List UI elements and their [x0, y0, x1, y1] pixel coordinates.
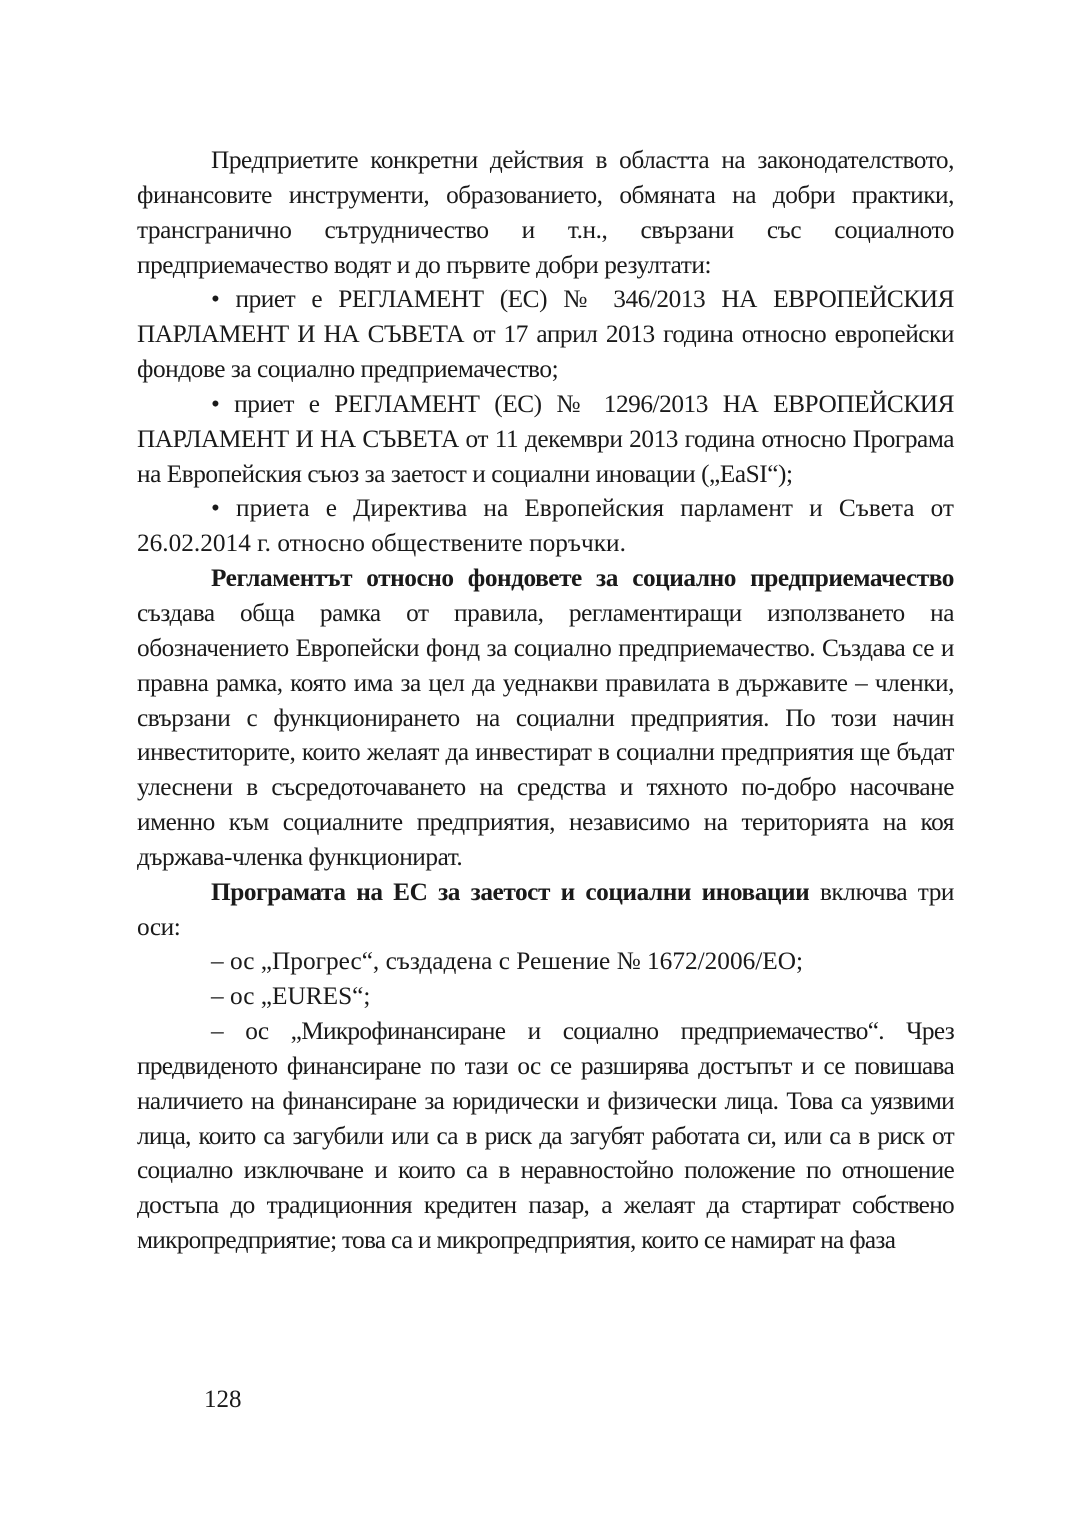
page-number: 128 — [204, 1386, 242, 1413]
paragraph-intro: Предприетите конкретни действия в областта на законодателството, финансовите инструменти, образованието, обмяната на добри практики, трансгранично сътрудничество и т.н., свързани със социалното предприемачество водят и до първите добри резултати: — [137, 146, 954, 279]
body-text — [137, 143, 954, 1258]
paragraph-program — [137, 875, 954, 945]
program-text: включва три оси: — [137, 877, 955, 941]
program-heading: Програмата на ЕС за заетост и социални иновации — [211, 877, 810, 906]
axis-progress: – ос „Прогрес“, създадена с Решение № 1672/2006/ЕО; — [211, 947, 804, 976]
regulation-heading: Регламентът относно фондовете за социално предприемачество — [211, 564, 954, 593]
axis-eures: – ос „EURES“; — [211, 982, 371, 1011]
regulation-text: създава обща рамка от правила, регламентиращи използването на обозначението Европейски фонд за социално предприемачество. Създава се и правна рамка, която има за цел да уеднакви правилата в държавите – членки, свързани с функционирането на социални предприятия. По този начин инвеститорите, които желаят да инвестират в социални предприятия ще бъдат улеснени в съсредоточаването на средства и тяхното по-добро насочване именно към социалните предприятия, независимо на територията на коя държава-членка функционират. — [137, 598, 954, 871]
bullet-regulation-1296: • приет е РЕГЛАМЕНТ (ЕС) № 1296/2013 НА ЕВРОПЕЙСКИЯ ПАРЛАМЕНТ И НА СЪВЕТА от 11 декември 2013 година относно Програма на Европейския съюз за заетост и социални иновации („EaSI“); — [137, 389, 954, 488]
axis-microfinance: – ос „Микрофинансиране и социално предприемачество“. Чрез предвиденото финансиране по тази ос се разширява достъпът и се повишава наличието на финансиране за юридически и физически лица. Това са уязвими лица, които са загубили или са в риск да загубят работата си, или са в риск от социално изключване и които са в неравностойно положение по отношение достъпа до традиционния кредитен пазар, а желаят да стартират собствено микропредприятие; това са и микропредприятия, които се намират на фаза — [137, 1017, 954, 1255]
paragraph-regulation — [137, 561, 954, 875]
bullet-regulation-346: • приет е РЕГЛАМЕНТ (ЕС) № 346/2013 НА ЕВРОПЕЙСКИЯ ПАРЛАМЕНТ И НА СЪВЕТА от 17 април 2013 година относно европейски фондове за социално предприемачество; — [137, 285, 954, 384]
bullet-directive: • приета е Директива на Европейския парламент и Съвета от 26.02.2014 г. относно обществените поръчки. — [137, 494, 954, 558]
